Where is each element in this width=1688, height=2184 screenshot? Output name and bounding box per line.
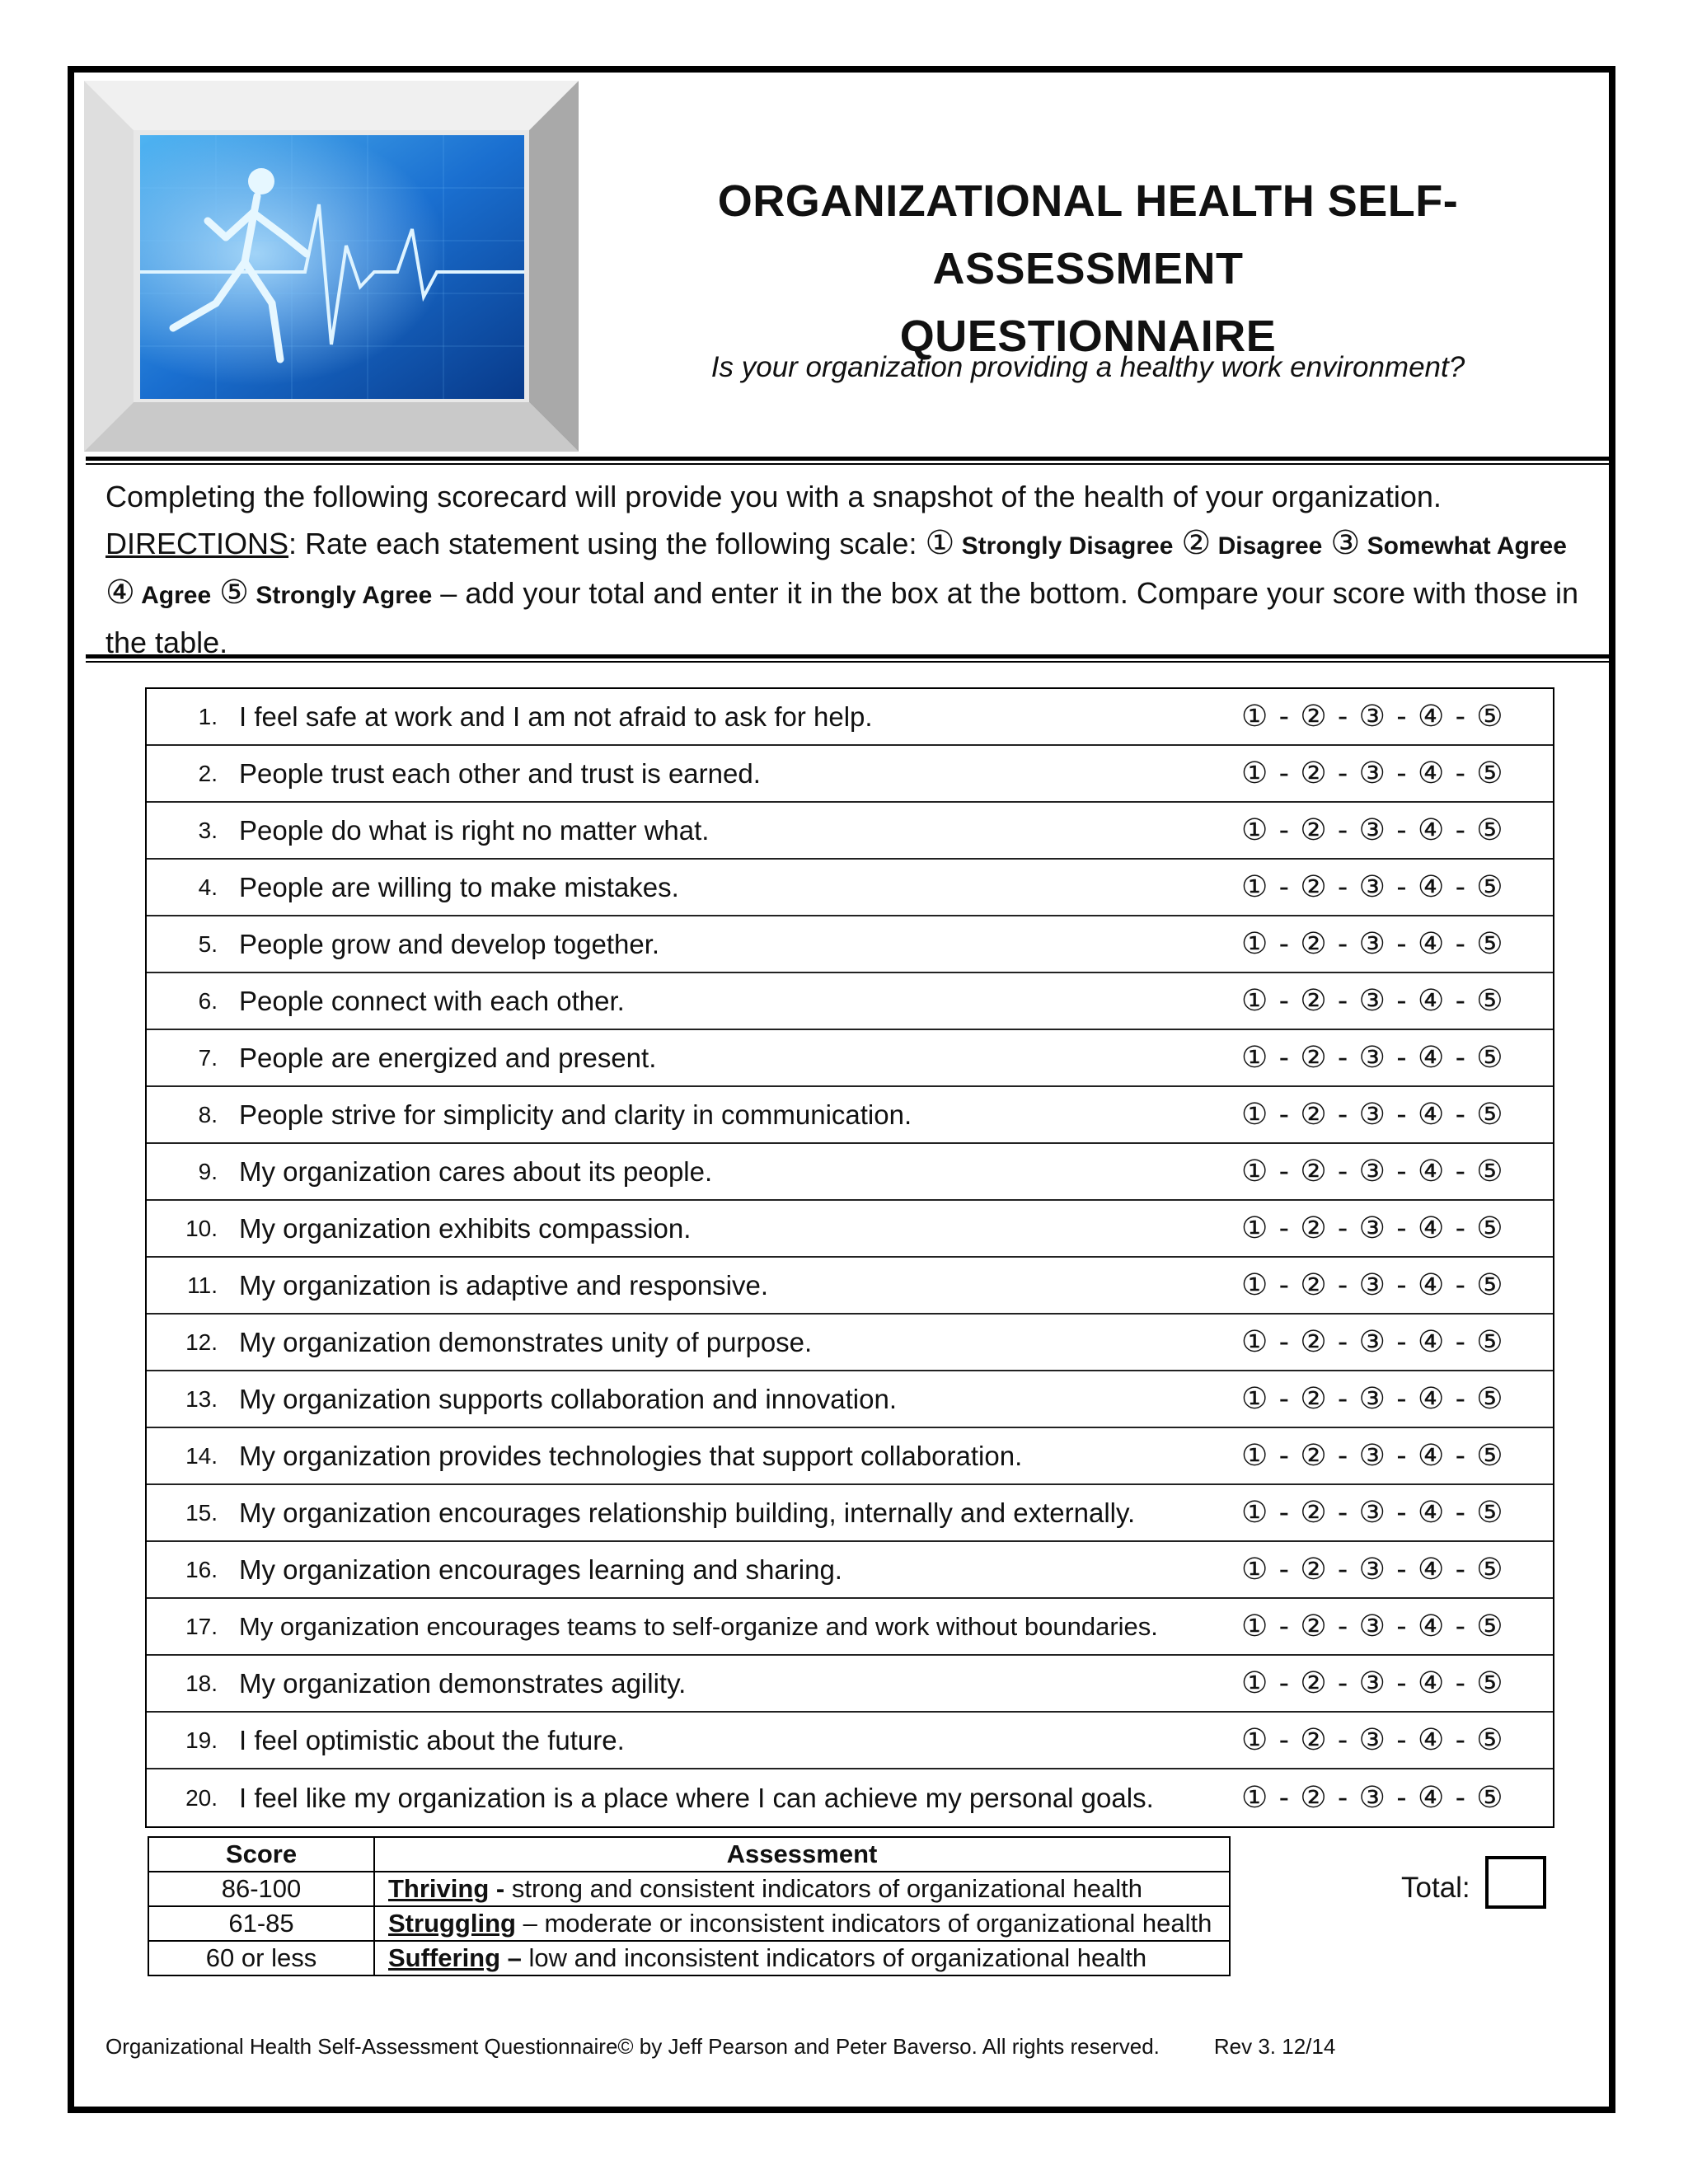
score-column-header: Score <box>148 1837 374 1872</box>
statement-row <box>147 1769 1553 1826</box>
statement-number: 16. <box>185 1556 218 1582</box>
statement-number: 3. <box>198 817 218 843</box>
rating-options[interactable]: ① - ② - ③ - ④ - ⑤ <box>1241 1781 1504 1815</box>
header <box>74 73 1609 458</box>
score-table-row <box>148 1906 1230 1941</box>
statement-row <box>147 1030 1553 1087</box>
assessment-description: strong and consistent indicators of organizational health <box>511 1874 1142 1903</box>
scale-item-5 <box>219 574 433 611</box>
rating-options[interactable]: ① - ② - ③ - ④ - ⑤ <box>1241 870 1504 904</box>
scale-symbol: ④ <box>106 574 135 611</box>
statement-row <box>147 1087 1553 1144</box>
statement-text: People are willing to make mistakes. <box>239 871 679 902</box>
scale-symbol: ⑤ <box>219 574 250 611</box>
statement-row <box>147 1315 1553 1371</box>
assessment-label: Suffering <box>388 1943 501 1972</box>
rating-options[interactable]: ① - ② - ③ - ④ - ⑤ <box>1241 984 1504 1018</box>
statement-number: 6. <box>198 987 218 1014</box>
directions-label: DIRECTIONS <box>106 527 289 560</box>
statement-number: 9. <box>198 1158 218 1184</box>
rating-options[interactable]: ① - ② - ③ - ④ - ⑤ <box>1241 1553 1504 1586</box>
statement-row <box>147 1656 1553 1713</box>
score-table-row <box>148 1872 1230 1906</box>
statement-row <box>147 860 1553 916</box>
score-range: 61-85 <box>148 1906 374 1941</box>
statement-text: My organization exhibits compassion. <box>239 1212 692 1244</box>
scale-symbol: ① <box>925 525 955 561</box>
revision-text: Rev 3. 12/14 <box>1213 2034 1336 2059</box>
rating-options[interactable]: ① - ② - ③ - ④ - ⑤ <box>1241 1610 1504 1643</box>
statement-number: 19. <box>185 1727 218 1753</box>
header-divider <box>86 457 1609 465</box>
score-range: 60 or less <box>148 1941 374 1975</box>
statement-number: 10. <box>185 1215 218 1241</box>
rating-options[interactable]: ① - ② - ③ - ④ - ⑤ <box>1241 1212 1504 1245</box>
statement-number: 4. <box>198 874 218 900</box>
statement-row <box>147 689 1553 746</box>
scale-item-3 <box>1330 525 1567 561</box>
statement-number: 2. <box>198 760 218 786</box>
scale-label: Strongly Disagree <box>961 532 1174 560</box>
statement-row <box>147 1371 1553 1428</box>
statement-text: People grow and develop together. <box>239 928 660 959</box>
directions-text: : Rate each statement using the following scale: <box>288 527 926 560</box>
page-subtitle: Is your organization providing a healthy work environment? <box>710 351 1465 383</box>
statement-text: People do what is right no matter what. <box>239 814 710 846</box>
statement-row <box>147 1144 1553 1201</box>
rating-options[interactable]: ① - ② - ③ - ④ - ⑤ <box>1241 1439 1504 1473</box>
statement-row <box>147 916 1553 973</box>
statement-row <box>147 1599 1553 1656</box>
scale-symbol: ③ <box>1330 525 1361 561</box>
scale-item-1 <box>925 525 1174 561</box>
title-line-2: QUESTIONNAIRE <box>899 312 1277 361</box>
assessment-cell <box>374 1906 1230 1941</box>
rating-options[interactable]: ① - ② - ③ - ④ - ⑤ <box>1241 1268 1504 1302</box>
statement-text: My organization encourages learning and sharing. <box>239 1554 842 1585</box>
rating-options[interactable]: ① - ② - ③ - ④ - ⑤ <box>1241 1666 1504 1700</box>
statement-number: 14. <box>185 1442 218 1469</box>
rating-options[interactable]: ① - ② - ③ - ④ - ⑤ <box>1241 1325 1504 1359</box>
statement-row <box>147 803 1553 860</box>
rating-options[interactable]: ① - ② - ③ - ④ - ⑤ <box>1241 1098 1504 1132</box>
statement-text: My organization cares about its people. <box>239 1155 713 1187</box>
statements-table <box>145 687 1554 1828</box>
statement-text: I feel optimistic about the future. <box>239 1724 625 1755</box>
directions-divider <box>86 654 1609 663</box>
running-figure-heartbeat-image <box>84 81 579 452</box>
statement-row <box>147 746 1553 803</box>
scale-symbol: ② <box>1181 525 1212 561</box>
statement-row <box>147 1542 1553 1599</box>
statement-text: I feel safe at work and I am not afraid to ask for help. <box>239 701 873 732</box>
statement-number: 13. <box>185 1385 218 1412</box>
statement-text: My organization provides technologies that support collaboration. <box>239 1440 1023 1471</box>
statement-text: My organization encourages teams to self-organize and work without boundaries. <box>239 1611 1158 1641</box>
statement-number: 17. <box>185 1613 218 1639</box>
statement-text: I feel like my organization is a place where I can achieve my personal goals. <box>239 1782 1154 1813</box>
statement-number: 7. <box>198 1044 218 1071</box>
statement-number: 8. <box>198 1101 218 1127</box>
statement-number: 1. <box>198 703 218 729</box>
statement-row <box>147 973 1553 1030</box>
statement-row <box>147 1428 1553 1485</box>
scale-item-2 <box>1181 525 1323 561</box>
copyright-text: Organizational Health Self-Assessment Questionnaire© by Jeff Pearson and Peter Baverso. All rights reserved. <box>106 2034 1160 2059</box>
scale-item-4 <box>106 574 212 611</box>
assessment-label: Struggling <box>388 1909 516 1938</box>
rating-options[interactable]: ① - ② - ③ - ④ - ⑤ <box>1241 927 1504 961</box>
assessment-label: Thriving <box>388 1874 490 1903</box>
statement-number: 11. <box>187 1272 218 1298</box>
title-line-1: ORGANIZATIONAL HEALTH SELF-ASSESSMENT <box>717 176 1459 293</box>
scale-label: Disagree <box>1217 532 1323 560</box>
assessment-separator: - <box>489 1874 512 1903</box>
statement-row <box>147 1485 1553 1542</box>
statement-text: My organization is adaptive and responsive. <box>239 1269 769 1301</box>
statement-text: My organization encourages relationship building, internally and externally. <box>239 1497 1136 1528</box>
rating-options[interactable]: ① - ② - ③ - ④ - ⑤ <box>1241 1155 1504 1188</box>
statement-text: People connect with each other. <box>239 985 625 1016</box>
rating-options[interactable]: ① - ② - ③ - ④ - ⑤ <box>1241 1382 1504 1416</box>
statement-row <box>147 1713 1553 1769</box>
instructions-text: – add your total and enter it in the box at the bottom. Compare your score with those in the table. <box>106 576 1579 659</box>
page-title <box>585 167 1591 370</box>
intro-sentence: Completing the following scorecard will provide you with a snapshot of the health of your organization. <box>106 480 1442 513</box>
statement-number: 18. <box>185 1670 218 1696</box>
statement-number: 20. <box>185 1784 218 1811</box>
assessment-description: moderate or inconsistent indicators of organizational health <box>544 1909 1212 1938</box>
page-frame <box>68 66 1615 2113</box>
total-label: Total: <box>1401 1872 1470 1904</box>
statement-row <box>147 1201 1553 1258</box>
rating-options[interactable]: ① - ② - ③ - ④ - ⑤ <box>1241 1723 1504 1757</box>
assessment-separator: – <box>500 1943 529 1972</box>
rating-options[interactable]: ① - ② - ③ - ④ - ⑤ <box>1241 700 1504 733</box>
statement-text: My organization supports collaboration and innovation. <box>239 1383 897 1414</box>
score-range: 86-100 <box>148 1872 374 1906</box>
rating-options[interactable]: ① - ② - ③ - ④ - ⑤ <box>1241 1496 1504 1530</box>
scale-label: Agree <box>141 582 212 609</box>
statement-text: People are energized and present. <box>239 1042 657 1073</box>
scale-label: Somewhat Agree <box>1367 532 1567 560</box>
statement-row <box>147 1258 1553 1315</box>
statement-text: People trust each other and trust is earned. <box>239 757 761 789</box>
assessment-cell <box>374 1941 1230 1975</box>
statement-number: 5. <box>198 930 218 957</box>
rating-options[interactable]: ① - ② - ③ - ④ - ⑤ <box>1241 1041 1504 1075</box>
rating-options[interactable]: ① - ② - ③ - ④ - ⑤ <box>1241 813 1504 847</box>
directions-block <box>106 473 1589 666</box>
total-input-box[interactable] <box>1485 1856 1546 1909</box>
assessment-separator: – <box>515 1909 545 1938</box>
assessment-column-header: Assessment <box>374 1837 1230 1872</box>
statement-number: 12. <box>185 1329 218 1355</box>
statement-text: People strive for simplicity and clarity in communication. <box>239 1099 912 1130</box>
statement-text: My organization demonstrates unity of purpose. <box>239 1326 813 1357</box>
assessment-cell <box>374 1872 1230 1906</box>
statement-number: 15. <box>185 1499 218 1526</box>
footer <box>106 2034 1335 2060</box>
rating-options[interactable]: ① - ② - ③ - ④ - ⑤ <box>1241 757 1504 790</box>
score-assessment-table <box>148 1836 1231 1976</box>
score-table-row <box>148 1941 1230 1975</box>
statement-text: My organization demonstrates agility. <box>239 1667 687 1699</box>
scale-label: Strongly Agree <box>256 582 433 609</box>
score-table-header <box>148 1837 1230 1872</box>
assessment-description: low and inconsistent indicators of organizational health <box>528 1943 1147 1972</box>
